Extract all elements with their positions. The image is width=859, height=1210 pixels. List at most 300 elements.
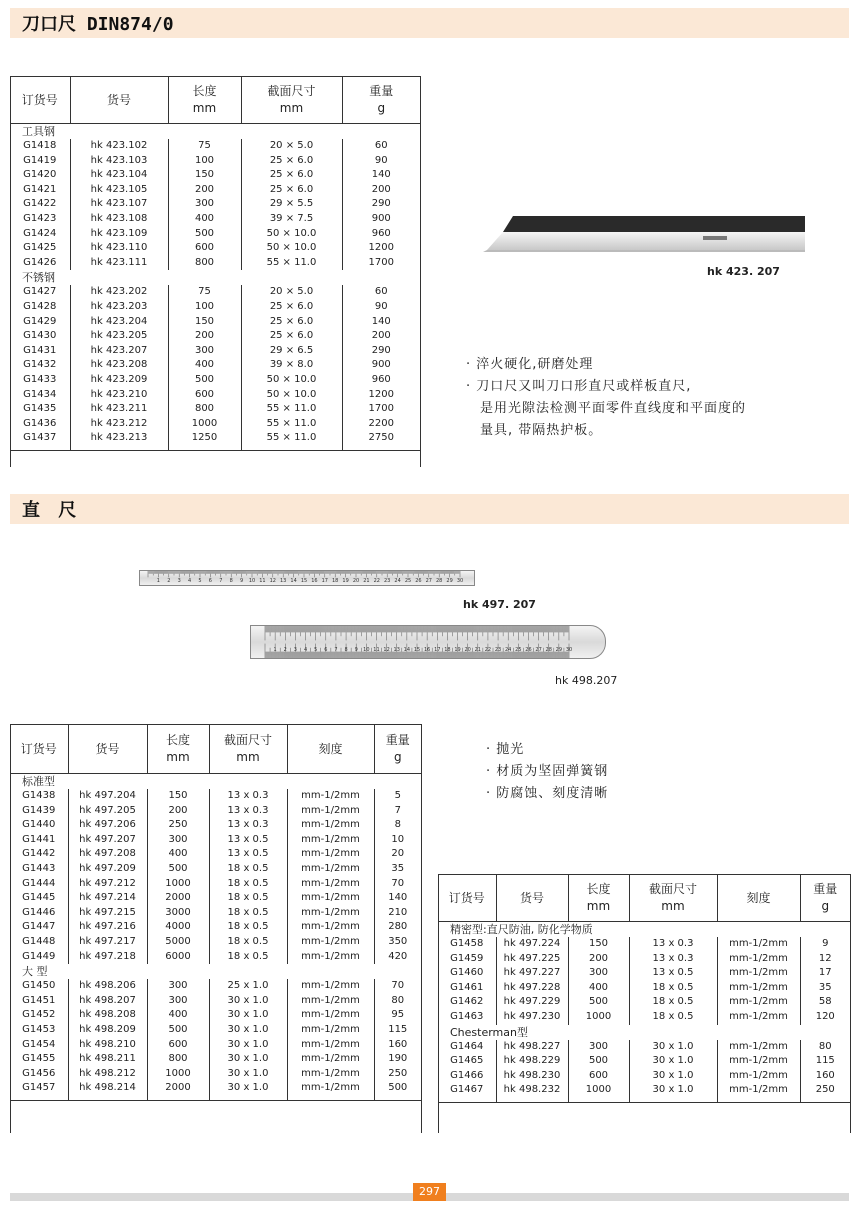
table-cell: 29 × 5.5 — [241, 197, 342, 212]
table-cell: 350 — [374, 935, 421, 950]
table-cell: hk 497.227 — [496, 966, 568, 981]
table-cell: 55 × 11.0 — [241, 402, 342, 417]
table-cell: 25 × 6.0 — [241, 154, 342, 169]
table-cell: 58 — [800, 995, 850, 1010]
table-cell: hk 423.202 — [70, 285, 168, 300]
ruler-number: 7 — [219, 577, 223, 584]
column-header: 截面尺寸 mm — [629, 875, 717, 922]
list-item: · 淬火硬化,研磨处理 — [466, 357, 594, 372]
ruler-number: 23 — [494, 646, 502, 653]
ruler-number: 20 — [464, 646, 471, 653]
table-cell: hk 423.104 — [70, 168, 168, 183]
table-cell: hk 497.216 — [68, 920, 147, 935]
table-cell: 960 — [342, 227, 420, 242]
table-cell: G1463 — [450, 1010, 484, 1022]
table-cell: 18 x 0.5 — [629, 981, 717, 996]
table-cell: 1200 — [342, 388, 420, 403]
table-cell: mm-1/2mm — [287, 1081, 374, 1100]
ruler-number: 3 — [293, 646, 297, 653]
table-cell: 150 — [568, 937, 629, 952]
table-cell: mm-1/2mm — [287, 979, 374, 994]
table-cell: mm-1/2mm — [287, 920, 374, 935]
table-cell: G1444 — [22, 877, 56, 889]
table-cell: 70 — [374, 979, 421, 994]
table-cell: 300 — [147, 994, 209, 1009]
table-cell: 500 — [168, 227, 241, 242]
table-cell: hk 423.203 — [70, 300, 168, 315]
table-cell: 150 — [168, 315, 241, 330]
table-cell: G1453 — [22, 1023, 56, 1035]
table-cell: mm-1/2mm — [717, 1010, 800, 1025]
table-cell: 1200 — [342, 241, 420, 256]
list-item: · 抛光 — [486, 742, 525, 757]
table-cell: hk 497.207 — [68, 833, 147, 848]
column-header: 订货号 — [10, 77, 70, 124]
table-cell: G1456 — [22, 1067, 56, 1079]
ruler-number: 21 — [363, 577, 370, 584]
table-cell: 39 × 7.5 — [241, 212, 342, 227]
table-cell: 100 — [168, 154, 241, 169]
table-cell: 200 — [168, 183, 241, 198]
column-header: 截面尺寸 mm — [241, 77, 342, 124]
ruler-number: 14 — [403, 646, 411, 653]
table-cell: 1250 — [168, 431, 241, 450]
table-cell: 39 × 8.0 — [241, 358, 342, 373]
ruler-number: 6 — [324, 646, 328, 653]
table-cell: 30 x 1.0 — [209, 1023, 287, 1038]
table-cell: hk 498.208 — [68, 1008, 147, 1023]
table-cell: 400 — [147, 847, 209, 862]
ruler-number: 12 — [269, 577, 276, 584]
table-cell: G1437 — [23, 432, 57, 444]
ruler-number: 6 — [208, 577, 212, 584]
table-cell: 35 — [800, 981, 850, 996]
section-header-straight-ruler — [10, 494, 849, 524]
table-cell: 500 — [168, 373, 241, 388]
table-cell: 115 — [800, 1054, 850, 1069]
table-cell: 2000 — [147, 891, 209, 906]
table-cell: 80 — [800, 1040, 850, 1055]
table-cell: G1460 — [450, 967, 484, 979]
table-cell: 30 x 1.0 — [209, 1008, 287, 1023]
table-cell: mm-1/2mm — [287, 1038, 374, 1053]
table-cell: mm-1/2mm — [717, 1069, 800, 1084]
table-cell: 800 — [147, 1052, 209, 1067]
column-header: 长度 mm — [568, 875, 629, 922]
ruler-number: 19 — [454, 646, 461, 653]
table-cell: 160 — [374, 1038, 421, 1053]
table-cell: G1461 — [450, 981, 484, 993]
table-cell: 200 — [147, 804, 209, 819]
table-cell: G1467 — [450, 1084, 484, 1096]
table-cell: G1440 — [22, 819, 56, 831]
table-cell: hk 497.230 — [496, 1010, 568, 1025]
table-cell: 300 — [168, 344, 241, 359]
ruler-features — [486, 739, 608, 805]
section-header-knife-edge — [10, 8, 849, 38]
table-cell: G1431 — [23, 344, 57, 356]
table-cell: hk 498.207 — [68, 994, 147, 1009]
table-cell: 25 × 6.0 — [241, 329, 342, 344]
table-cell: 30 x 1.0 — [209, 1052, 287, 1067]
table-cell: hk 497.208 — [68, 847, 147, 862]
table-cell: 18 x 0.5 — [629, 1010, 717, 1025]
table-cell: mm-1/2mm — [287, 1052, 374, 1067]
column-header: 长度 mm — [147, 725, 209, 774]
table-cell: 290 — [342, 197, 420, 212]
list-item: · 材质为坚固弹簧钢 — [486, 764, 609, 779]
table-cell: hk 497.212 — [68, 877, 147, 892]
ruler-number: 25 — [515, 646, 522, 653]
table-cell: 20 × 5.0 — [241, 285, 342, 300]
table-cell: 5000 — [147, 935, 209, 950]
ruler-number: 1 — [156, 577, 160, 584]
table-cell: 960 — [342, 373, 420, 388]
table-cell: hk 497.206 — [68, 818, 147, 833]
ruler-number: 18 — [332, 577, 339, 584]
table-cell: 4000 — [147, 920, 209, 935]
table-cell: 1700 — [342, 402, 420, 417]
ruler-number: 30 — [565, 646, 573, 653]
table-cell: mm-1/2mm — [287, 950, 374, 965]
table-cell: hk 423.107 — [70, 197, 168, 212]
page-number: 297 — [413, 1183, 446, 1201]
steel-ruler-image-498 — [250, 625, 606, 659]
table-cell: 600 — [147, 1038, 209, 1053]
table-cell: mm-1/2mm — [287, 818, 374, 833]
table-cell: G1421 — [23, 183, 57, 195]
table-cell: hk 423.212 — [70, 417, 168, 432]
table-cell: 20 × 5.0 — [241, 139, 342, 154]
ruler-number: 17 — [321, 577, 328, 584]
ruler-number: 26 — [525, 646, 532, 653]
table-cell: hk 497.217 — [68, 935, 147, 950]
table-cell: mm-1/2mm — [287, 877, 374, 892]
table-cell: 55 × 11.0 — [241, 417, 342, 432]
table-cell: hk 497.228 — [496, 981, 568, 996]
ruler-number: 9 — [240, 577, 244, 584]
table-cell: G1439 — [22, 804, 56, 816]
table-cell: mm-1/2mm — [287, 833, 374, 848]
ruler-number: 24 — [505, 646, 512, 653]
table-cell: 25 × 6.0 — [241, 315, 342, 330]
table-cell: 29 × 6.5 — [241, 344, 342, 359]
table-cell: 55 × 11.0 — [241, 431, 342, 450]
table-cell: 18 x 0.5 — [209, 950, 287, 965]
ruler-number: 15 — [413, 646, 421, 653]
table-cell: 400 — [168, 212, 241, 227]
table-cell: 210 — [374, 906, 421, 921]
table-cell: 300 — [147, 979, 209, 994]
table-cell: G1459 — [450, 952, 484, 964]
table-cell: G1442 — [22, 848, 56, 860]
table-cell: 7 — [374, 804, 421, 819]
ruler-number: 17 — [434, 646, 441, 653]
ruler-number: 27 — [535, 646, 542, 653]
table-cell: hk 423.207 — [70, 344, 168, 359]
table-cell: hk 423.211 — [70, 402, 168, 417]
table-cell: 280 — [374, 920, 421, 935]
table-cell: 500 — [147, 862, 209, 877]
table-cell: 300 — [568, 966, 629, 981]
table-cell: hk 497.229 — [496, 995, 568, 1010]
table-cell: 500 — [147, 1023, 209, 1038]
table-cell: 250 — [800, 1083, 850, 1102]
section-title: 直 尺 — [22, 500, 83, 521]
table-cell: 55 × 11.0 — [241, 256, 342, 271]
table-cell: 18 x 0.5 — [209, 891, 287, 906]
table-cell: mm-1/2mm — [287, 994, 374, 1009]
table-cell: 13 x 0.3 — [209, 818, 287, 833]
column-header: 截面尺寸 mm — [209, 725, 287, 774]
table-cell: hk 497.214 — [68, 891, 147, 906]
table-cell: G1425 — [23, 242, 57, 254]
table-cell: 140 — [342, 168, 420, 183]
table-cell: mm-1/2mm — [287, 935, 374, 950]
ruler-number: 11 — [259, 577, 266, 584]
table-cell: G1454 — [22, 1038, 56, 1050]
table-cell: G1428 — [23, 300, 57, 312]
table-cell: 1700 — [342, 256, 420, 271]
table-cell: 13 x 0.3 — [209, 804, 287, 819]
table-cell: 400 — [147, 1008, 209, 1023]
ruler-caption-498: hk 498.207 — [555, 674, 618, 687]
ruler-number: 4 — [188, 577, 192, 584]
table-cell: mm-1/2mm — [287, 1008, 374, 1023]
table-cell: 150 — [168, 168, 241, 183]
table-cell: hk 423.208 — [70, 358, 168, 373]
table-cell: G1419 — [23, 154, 57, 166]
table-cell: 20 — [374, 847, 421, 862]
table-cell: G1426 — [23, 256, 57, 268]
group-label: Chesterman型 — [450, 1025, 528, 1039]
table-cell: hk 423.213 — [70, 431, 168, 450]
ruler-number: 18 — [444, 646, 451, 653]
table-cell: G1429 — [23, 315, 57, 327]
table-cell: 30 x 1.0 — [629, 1083, 717, 1102]
ruler-number: 12 — [383, 646, 390, 653]
table-cell: 50 × 10.0 — [241, 241, 342, 256]
table-cell: 1000 — [168, 417, 241, 432]
ruler-number: 25 — [404, 577, 412, 584]
table-cell: G1457 — [22, 1082, 56, 1094]
ruler-number: 29 — [555, 646, 563, 653]
ruler-number: 27 — [425, 577, 432, 584]
steel-ruler-image-497 — [139, 570, 475, 586]
table-cell: hk 423.103 — [70, 154, 168, 169]
table-cell: 190 — [374, 1052, 421, 1067]
table-cell: 18 x 0.5 — [209, 862, 287, 877]
table-cell: hk 498.209 — [68, 1023, 147, 1038]
table-cell: 140 — [374, 891, 421, 906]
ruler-number: 24 — [394, 577, 401, 584]
table-cell: 13 x 0.3 — [629, 952, 717, 967]
table-cell: 9 — [800, 937, 850, 952]
table-cell: G1433 — [23, 373, 57, 385]
table-cell: 18 x 0.5 — [209, 920, 287, 935]
table-cell: 290 — [342, 344, 420, 359]
table-cell: G1451 — [22, 994, 56, 1006]
ruler-number: 10 — [248, 577, 256, 584]
table-cell: hk 423.105 — [70, 183, 168, 198]
table-cell: 13 x 0.5 — [629, 966, 717, 981]
ruler-number: 11 — [373, 646, 380, 653]
table-cell: 75 — [168, 139, 241, 154]
table-cell: 200 — [568, 952, 629, 967]
table-cell: 1000 — [147, 1067, 209, 1082]
table-cell: G1450 — [22, 980, 56, 992]
table-cell: hk 423.210 — [70, 388, 168, 403]
column-header: 重量 g — [342, 77, 420, 124]
table-cell: 13 x 0.3 — [209, 789, 287, 804]
table-cell: 2000 — [147, 1081, 209, 1100]
table-cell: 2200 — [342, 417, 420, 432]
table-cell: hk 498.229 — [496, 1054, 568, 1069]
table-cell: G1466 — [450, 1069, 484, 1081]
table-cell: hk 423.102 — [70, 139, 168, 154]
table-cell: G1434 — [23, 388, 57, 400]
table-cell: 420 — [374, 950, 421, 965]
table-cell: 30 x 1.0 — [209, 1081, 287, 1100]
table-cell: 150 — [147, 789, 209, 804]
table-cell: 500 — [374, 1081, 421, 1100]
ruler-number: 3 — [177, 577, 181, 584]
table-cell: 800 — [168, 402, 241, 417]
table-cell: mm-1/2mm — [717, 1083, 800, 1102]
group-label: 工具钢 — [22, 125, 55, 138]
table-cell: G1420 — [23, 169, 57, 181]
ruler-number: 14 — [290, 577, 297, 584]
table-cell: 1000 — [147, 877, 209, 892]
table-cell: 100 — [168, 300, 241, 315]
table-cell: mm-1/2mm — [717, 966, 800, 981]
table-cell: G1435 — [23, 403, 57, 415]
table-cell: G1464 — [450, 1040, 484, 1052]
column-header: 重量 g — [800, 875, 850, 922]
table-cell: hk 497.215 — [68, 906, 147, 921]
list-item: 是用光隙法检测平面零件直线度和平面度的 — [480, 401, 747, 416]
ruler-number: 26 — [415, 577, 422, 584]
table-cell: 18 x 0.5 — [209, 906, 287, 921]
table-cell: 50 × 10.0 — [241, 227, 342, 242]
table-cell: G1445 — [22, 892, 56, 904]
table-cell: 2750 — [342, 431, 420, 450]
column-header: 刻度 — [287, 725, 374, 774]
column-header: 货号 — [70, 77, 168, 124]
group-label: 标准型 — [22, 775, 55, 788]
table-cell: 30 x 1.0 — [629, 1054, 717, 1069]
table-cell: G1447 — [22, 921, 56, 933]
table-cell: 500 — [568, 1054, 629, 1069]
ruler-number: 8 — [229, 577, 233, 584]
table-cell: 18 x 0.5 — [209, 877, 287, 892]
table-cell: hk 498.227 — [496, 1040, 568, 1055]
table-cell: 300 — [147, 833, 209, 848]
table-cell: mm-1/2mm — [287, 1067, 374, 1082]
table-cell: mm-1/2mm — [717, 995, 800, 1010]
table-cell: 35 — [374, 862, 421, 877]
table-cell: hk 423.108 — [70, 212, 168, 227]
table-cell: mm-1/2mm — [287, 847, 374, 862]
table-cell: hk 498.232 — [496, 1083, 568, 1102]
table-cell: mm-1/2mm — [717, 952, 800, 967]
table-cell: 25 × 6.0 — [241, 168, 342, 183]
column-header: 货号 — [496, 875, 568, 922]
ruler-number: 28 — [436, 577, 443, 584]
table-cell: 17 — [800, 966, 850, 981]
table-cell: G1446 — [22, 906, 56, 918]
table-cell: 10 — [374, 833, 421, 848]
table-cell: 30 x 1.0 — [209, 994, 287, 1009]
table-cell: G1424 — [23, 227, 57, 239]
table-cell: G1443 — [22, 862, 56, 874]
table-cell: G1438 — [22, 790, 56, 801]
column-header: 货号 — [68, 725, 147, 774]
table-cell: hk 423.204 — [70, 315, 168, 330]
table-cell: 160 — [800, 1069, 850, 1084]
ruler-number: 2 — [283, 646, 287, 653]
table-cell: hk 498.230 — [496, 1069, 568, 1084]
table-cell: 30 x 1.0 — [629, 1040, 717, 1055]
table-cell: G1458 — [450, 938, 484, 949]
ruler-number: 7 — [334, 646, 338, 653]
table-cell: 13 x 0.5 — [209, 833, 287, 848]
table-cell: mm-1/2mm — [717, 981, 800, 996]
table-cell: mm-1/2mm — [287, 1023, 374, 1038]
table-cell: 1000 — [568, 1083, 629, 1102]
table-cell: hk 498.214 — [68, 1081, 147, 1100]
ruler-number: 15 — [300, 577, 308, 584]
table-cell: 6000 — [147, 950, 209, 965]
ruler-number: 30 — [456, 577, 464, 584]
ruler-number: 29 — [446, 577, 453, 584]
table-cell: G1462 — [450, 996, 484, 1008]
ruler-number: 9 — [354, 646, 358, 653]
table-cell: 250 — [374, 1067, 421, 1082]
table-cell: 800 — [168, 256, 241, 271]
list-item: 量具, 带隔热护板。 — [480, 423, 603, 438]
table-cell: 30 x 1.0 — [629, 1069, 717, 1084]
ruler-number: 23 — [384, 577, 391, 584]
table-cell: 120 — [800, 1010, 850, 1025]
table-cell: mm-1/2mm — [717, 1040, 800, 1055]
ruler-number: 8 — [344, 646, 348, 653]
table-cell: 25 x 1.0 — [209, 979, 287, 994]
group-label: 大 型 — [22, 965, 48, 979]
ruler-number: 22 — [373, 577, 380, 584]
table-cell: G1423 — [23, 212, 57, 224]
table-cell: G1427 — [23, 286, 57, 298]
table-cell: hk 497.224 — [496, 937, 568, 952]
table-cell: 60 — [342, 139, 420, 154]
table-cell: mm-1/2mm — [287, 891, 374, 906]
table-cell: hk 423.110 — [70, 241, 168, 256]
table-cell: 600 — [568, 1069, 629, 1084]
ruler-number: 22 — [484, 646, 492, 653]
table-cell: mm-1/2mm — [717, 1054, 800, 1069]
table-cell: 50 × 10.0 — [241, 388, 342, 403]
table-cell: hk 497.209 — [68, 862, 147, 877]
table-cell: 90 — [342, 300, 420, 315]
ruler-number: 28 — [545, 646, 552, 653]
table-cell: 18 x 0.5 — [209, 935, 287, 950]
table-cell: G1418 — [23, 140, 57, 151]
column-header: 刻度 — [717, 875, 800, 922]
ruler-number: 21 — [474, 646, 481, 653]
table-cell: 95 — [374, 1008, 421, 1023]
table-cell: hk 423.109 — [70, 227, 168, 242]
ruler-number: 13 — [393, 646, 400, 653]
